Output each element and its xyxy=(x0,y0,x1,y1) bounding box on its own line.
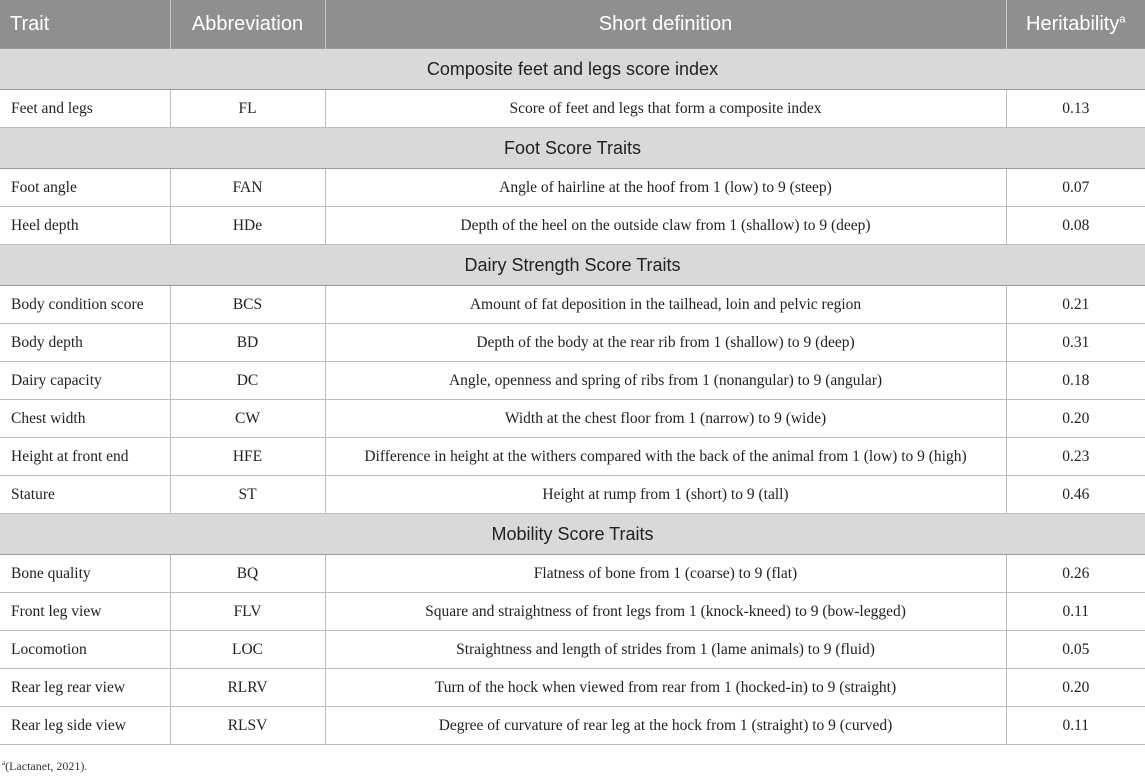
table-row xyxy=(0,669,1145,707)
header-abbreviation: Abbreviation xyxy=(170,0,325,49)
table-row xyxy=(0,631,1145,669)
heritability-cell: 0.08 xyxy=(1006,207,1145,245)
abbreviation-cell: HDe xyxy=(170,207,325,245)
section-row xyxy=(0,49,1145,90)
definition-cell: Square and straightness of front legs from 1 (knock-kneed) to 9 (bow-legged) xyxy=(325,593,1006,631)
heritability-cell: 0.11 xyxy=(1006,593,1145,631)
footnote-marker: a xyxy=(2,759,6,767)
definition-cell: Width at the chest floor from 1 (narrow) to 9 (wide) xyxy=(325,400,1006,438)
section-title: Foot Score Traits xyxy=(0,128,1145,169)
definition-cell: Angle, openness and spring of ribs from 1 (nonangular) to 9 (angular) xyxy=(325,362,1006,400)
heritability-cell: 0.20 xyxy=(1006,669,1145,707)
header-heritability xyxy=(1006,0,1145,49)
abbreviation-cell: FAN xyxy=(170,169,325,207)
table-row xyxy=(0,362,1145,400)
abbreviation-cell: FLV xyxy=(170,593,325,631)
trait-cell: Locomotion xyxy=(0,631,170,669)
table-row xyxy=(0,707,1145,745)
trait-cell: Feet and legs xyxy=(0,90,170,128)
heritability-cell: 0.13 xyxy=(1006,90,1145,128)
heritability-cell: 0.07 xyxy=(1006,169,1145,207)
table-row xyxy=(0,555,1145,593)
table-row xyxy=(0,169,1145,207)
abbreviation-cell: FL xyxy=(170,90,325,128)
table-row xyxy=(0,593,1145,631)
heritability-cell: 0.20 xyxy=(1006,400,1145,438)
trait-cell: Dairy capacity xyxy=(0,362,170,400)
abbreviation-cell: ST xyxy=(170,476,325,514)
trait-cell: Body condition score xyxy=(0,286,170,324)
abbreviation-cell: HFE xyxy=(170,438,325,476)
trait-cell: Bone quality xyxy=(0,555,170,593)
trait-cell: Heel depth xyxy=(0,207,170,245)
heritability-cell: 0.18 xyxy=(1006,362,1145,400)
abbreviation-cell: BD xyxy=(170,324,325,362)
heritability-cell: 0.46 xyxy=(1006,476,1145,514)
header-heritability-sup: a xyxy=(1119,12,1126,25)
definition-cell: Depth of the heel on the outside claw from 1 (shallow) to 9 (deep) xyxy=(325,207,1006,245)
trait-cell: Chest width xyxy=(0,400,170,438)
definition-cell: Height at rump from 1 (short) to 9 (tall) xyxy=(325,476,1006,514)
abbreviation-cell: BQ xyxy=(170,555,325,593)
definition-cell: Straightness and length of strides from 1 (lame animals) to 9 (fluid) xyxy=(325,631,1006,669)
heritability-cell: 0.21 xyxy=(1006,286,1145,324)
section-title: Dairy Strength Score Traits xyxy=(0,245,1145,286)
definition-cell: Amount of fat deposition in the tailhead, loin and pelvic region xyxy=(325,286,1006,324)
trait-cell: Body depth xyxy=(0,324,170,362)
table-row xyxy=(0,324,1145,362)
trait-cell: Foot angle xyxy=(0,169,170,207)
table-row xyxy=(0,207,1145,245)
definition-cell: Score of feet and legs that form a composite index xyxy=(325,90,1006,128)
table-row xyxy=(0,400,1145,438)
heritability-cell: 0.23 xyxy=(1006,438,1145,476)
table-row xyxy=(0,438,1145,476)
definition-cell: Degree of curvature of rear leg at the hock from 1 (straight) to 9 (curved) xyxy=(325,707,1006,745)
section-row xyxy=(0,514,1145,555)
header-definition: Short definition xyxy=(325,0,1006,49)
table-body xyxy=(0,49,1145,745)
abbreviation-cell: CW xyxy=(170,400,325,438)
definition-cell: Flatness of bone from 1 (coarse) to 9 (flat) xyxy=(325,555,1006,593)
abbreviation-cell: LOC xyxy=(170,631,325,669)
section-row xyxy=(0,245,1145,286)
header-trait: Trait xyxy=(0,0,170,49)
trait-cell: Stature xyxy=(0,476,170,514)
section-title: Mobility Score Traits xyxy=(0,514,1145,555)
definition-cell: Difference in height at the withers compared with the back of the animal from 1 (low) to 9 (high) xyxy=(325,438,1006,476)
header-row xyxy=(0,0,1145,49)
definition-cell: Depth of the body at the rear rib from 1 (shallow) to 9 (deep) xyxy=(325,324,1006,362)
heritability-cell: 0.11 xyxy=(1006,707,1145,745)
footnote-text: (Lactanet, 2021). xyxy=(5,759,88,773)
trait-cell: Height at front end xyxy=(0,438,170,476)
abbreviation-cell: RLSV xyxy=(170,707,325,745)
definition-cell: Turn of the hock when viewed from rear from 1 (hocked-in) to 9 (straight) xyxy=(325,669,1006,707)
section-row xyxy=(0,128,1145,169)
table-row xyxy=(0,286,1145,324)
trait-cell: Rear leg rear view xyxy=(0,669,170,707)
table-row xyxy=(0,90,1145,128)
abbreviation-cell: RLRV xyxy=(170,669,325,707)
abbreviation-cell: BCS xyxy=(170,286,325,324)
table-row xyxy=(0,476,1145,514)
section-title: Composite feet and legs score index xyxy=(0,49,1145,90)
footnote xyxy=(2,759,87,774)
heritability-cell: 0.26 xyxy=(1006,555,1145,593)
trait-cell: Rear leg side view xyxy=(0,707,170,745)
trait-cell: Front leg view xyxy=(0,593,170,631)
definition-cell: Angle of hairline at the hoof from 1 (low) to 9 (steep) xyxy=(325,169,1006,207)
abbreviation-cell: DC xyxy=(170,362,325,400)
heritability-cell: 0.31 xyxy=(1006,324,1145,362)
heritability-cell: 0.05 xyxy=(1006,631,1145,669)
header-heritability-label: Heritability xyxy=(1026,12,1120,35)
